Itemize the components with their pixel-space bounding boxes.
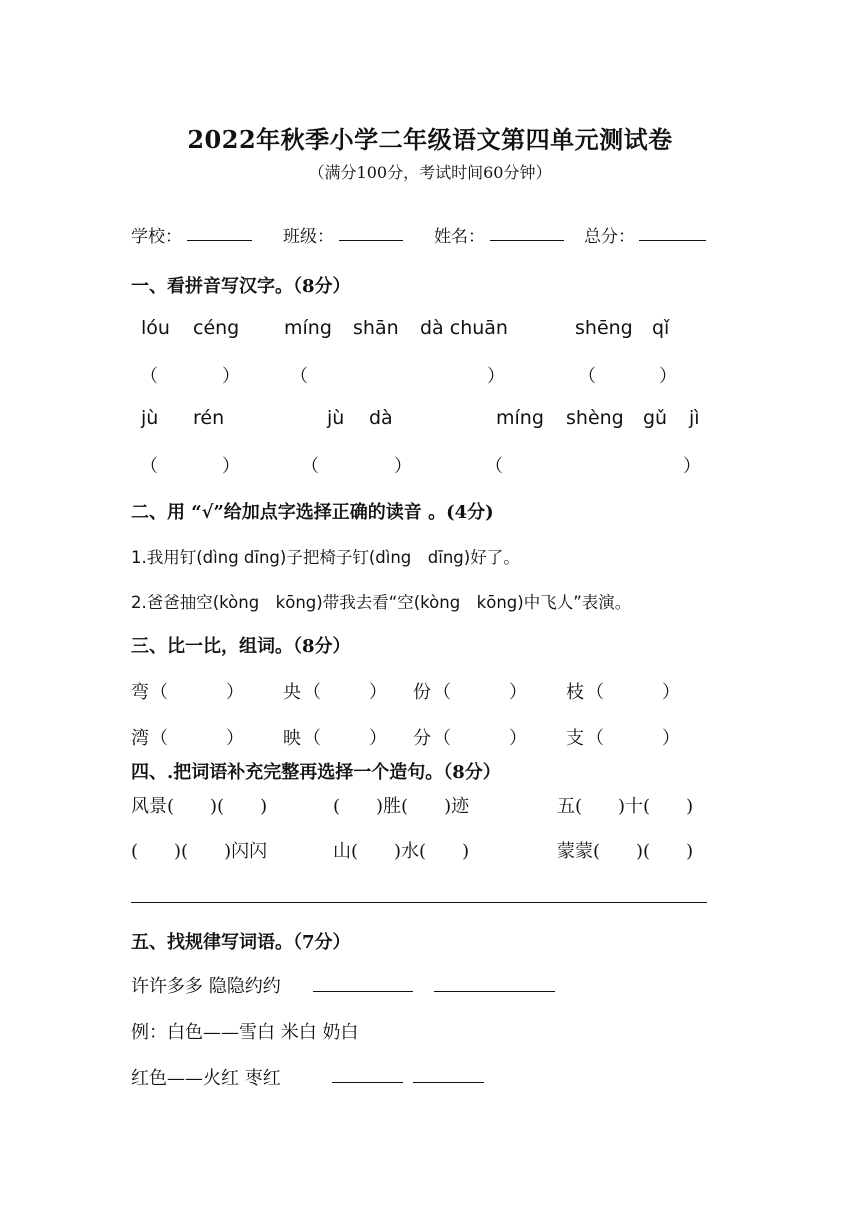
answer-blank[interactable] bbox=[413, 1082, 484, 1083]
pattern-example: 许许多多 隐隐约约 bbox=[131, 976, 281, 997]
answer-paren[interactable]: ） bbox=[487, 366, 505, 387]
idiom-blank[interactable]: 风景( )( ) bbox=[131, 796, 268, 817]
pinyin: dà bbox=[369, 407, 393, 429]
answer-paren[interactable]: （ bbox=[433, 728, 451, 749]
answer-paren[interactable]: （ bbox=[303, 728, 321, 749]
pinyin: dà chuān bbox=[420, 317, 508, 339]
section2-heading: 二、用 “√”给加点字选择正确的读音 。(4分) bbox=[131, 502, 494, 523]
answer-paren[interactable]: ） bbox=[662, 728, 680, 749]
pinyin: shèng bbox=[566, 407, 624, 429]
answer-paren[interactable]: （ bbox=[301, 456, 319, 477]
section5-heading: 五、找规律写词语。（7分） bbox=[131, 932, 351, 953]
answer-paren[interactable]: （ bbox=[586, 682, 604, 703]
answer-paren[interactable]: （ bbox=[485, 456, 503, 477]
school-label: 学校： bbox=[131, 227, 182, 247]
section1-heading: 一、看拼音写汉字。（8分） bbox=[131, 276, 351, 297]
pinyin: míng bbox=[284, 317, 332, 339]
answer-paren[interactable]: ） bbox=[369, 682, 387, 703]
answer-blank[interactable] bbox=[332, 1082, 403, 1083]
answer-paren[interactable]: ） bbox=[683, 456, 701, 477]
answer-paren[interactable]: ） bbox=[509, 682, 527, 703]
answer-paren[interactable]: ） bbox=[222, 366, 240, 387]
answer-paren[interactable]: ） bbox=[369, 728, 387, 749]
compare-char: 弯 bbox=[131, 682, 149, 703]
compare-char: 分 bbox=[413, 728, 431, 749]
idiom-blank[interactable]: 五( )十( ) bbox=[557, 796, 694, 817]
compare-char: 湾 bbox=[131, 728, 149, 749]
answer-paren[interactable]: ） bbox=[226, 682, 244, 703]
pinyin: shēng bbox=[575, 317, 633, 339]
class-label: 班级： bbox=[283, 227, 334, 247]
answer-paren[interactable]: （ bbox=[303, 682, 321, 703]
pinyin: céng bbox=[193, 317, 240, 339]
total-blank[interactable] bbox=[639, 240, 706, 241]
idiom-blank[interactable]: 山( )水( ) bbox=[333, 841, 470, 862]
pattern-example: 红色——火红 枣红 bbox=[131, 1068, 281, 1089]
compare-char: 份 bbox=[413, 682, 431, 703]
name-label: 姓名： bbox=[434, 227, 485, 247]
idiom-blank[interactable]: 蒙蒙( )( ) bbox=[557, 841, 694, 862]
answer-paren[interactable]: （ bbox=[140, 456, 158, 477]
idiom-blank[interactable]: ( )( )闪闪 bbox=[131, 841, 268, 862]
pinyin: rén bbox=[193, 407, 225, 429]
pinyin: jù bbox=[327, 407, 345, 429]
answer-paren[interactable]: ） bbox=[662, 682, 680, 703]
answer-paren[interactable]: ） bbox=[394, 456, 412, 477]
answer-paren[interactable]: （ bbox=[150, 682, 168, 703]
idiom-blank[interactable]: ( )胜( )迹 bbox=[333, 796, 470, 817]
compare-char: 央 bbox=[283, 682, 301, 703]
question-line: 1.我用钉(dìng dīng)子把椅子钉(dìng dīng)好了。 bbox=[131, 548, 520, 567]
pinyin: lóu bbox=[141, 317, 170, 339]
compare-char: 枝 bbox=[566, 682, 584, 703]
answer-blank[interactable] bbox=[434, 991, 555, 992]
compare-char: 映 bbox=[283, 728, 301, 749]
compare-char: 支 bbox=[566, 728, 584, 749]
answer-paren[interactable]: （ bbox=[578, 366, 596, 387]
total-label: 总分： bbox=[584, 227, 635, 247]
pinyin: jù bbox=[141, 407, 159, 429]
sentence-answer-line[interactable] bbox=[131, 902, 707, 903]
pinyin: gǔ bbox=[643, 407, 668, 429]
answer-paren[interactable]: （ bbox=[433, 682, 451, 703]
question-line: 2.爸爸抽空(kòng kōng)带我去看“空(kòng kōng)中飞人”表演。 bbox=[131, 593, 632, 612]
pinyin: jì bbox=[689, 407, 700, 429]
pinyin: shān bbox=[353, 317, 399, 339]
class-blank[interactable] bbox=[339, 240, 403, 241]
answer-blank[interactable] bbox=[313, 991, 413, 992]
answer-paren[interactable]: （ bbox=[290, 366, 308, 387]
answer-paren[interactable]: ） bbox=[226, 728, 244, 749]
section3-heading: 三、比一比，组词。（8分） bbox=[131, 636, 351, 657]
pinyin: qǐ bbox=[652, 317, 670, 339]
name-blank[interactable] bbox=[490, 240, 564, 241]
pattern-example: 例：白色——雪白 米白 奶白 bbox=[131, 1022, 359, 1043]
answer-paren[interactable]: ） bbox=[509, 728, 527, 749]
section4-heading: 四、.把词语补充完整再选择一个造句。（8分） bbox=[131, 762, 501, 783]
answer-paren[interactable]: （ bbox=[140, 366, 158, 387]
pinyin: míng bbox=[496, 407, 544, 429]
school-blank[interactable] bbox=[187, 240, 252, 241]
answer-paren[interactable]: （ bbox=[586, 728, 604, 749]
answer-paren[interactable]: ） bbox=[659, 366, 677, 387]
answer-paren[interactable]: ） bbox=[222, 456, 240, 477]
page-title: 2022年秋季小学二年级语文第四单元测试卷 bbox=[187, 125, 673, 154]
answer-paren[interactable]: （ bbox=[150, 728, 168, 749]
page-subtitle: （满分100分，考试时间60分钟） bbox=[308, 163, 552, 182]
